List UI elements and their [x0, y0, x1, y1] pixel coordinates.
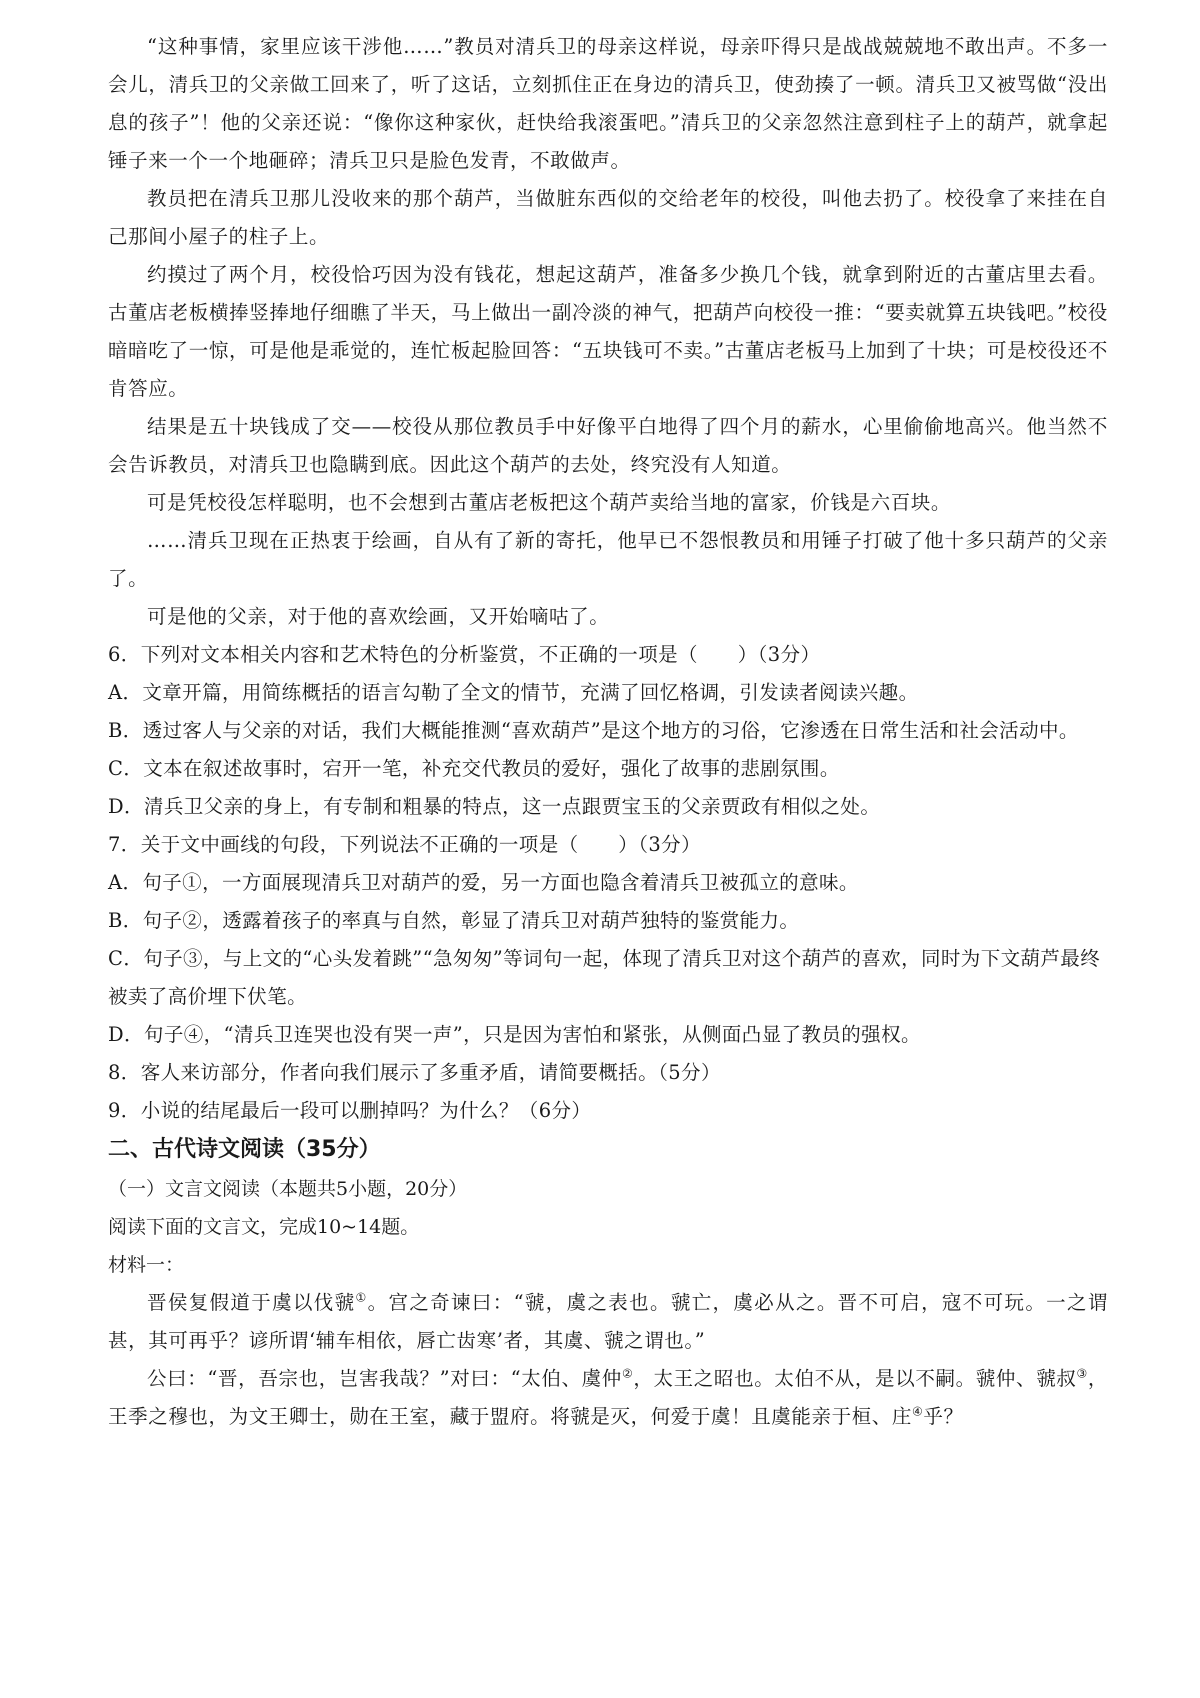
section-title: 二、古代诗文阅读（35分） — [108, 1137, 381, 1162]
footnote-marker: ④ — [912, 1404, 924, 1419]
material-label: 材料一： — [108, 1254, 185, 1276]
classical-text: 。宫之奇谏曰：“虢，虞之表也。虢亡，虞必从之。晋不可启，寇不可玩。一之谓甚，其可再乎？谚所谓‘辅车相依，唇亡齿寒’者，其虞、虢之谓也。” — [108, 1291, 1108, 1352]
question-6 — [108, 636, 1108, 826]
classical-text: ，太王之昭也。太伯不从，是以不嗣。虢仲、虢叔 — [633, 1367, 1077, 1390]
story-paragraph: 教员把在清兵卫那儿没收来的那个葫芦，当做脏东西似的交给老年的校役，叫他去扔了。校役拿了来挂在自己那间小屋子的柱子上。 — [108, 187, 1108, 248]
question-option: B．透过客人与父亲的对话，我们大概能推测“喜欢葫芦”是这个地方的习俗，它渗透在日常生活和社会活动中。 — [108, 719, 1079, 742]
question-option: C．句子③，与上文的“心头发着跳”“急匆匆”等词句一起，体现了清兵卫对这个葫芦的喜欢，同时为下文葫芦最终被卖了高价埋下伏笔。 — [108, 947, 1101, 1008]
story-paragraph: 可是他的父亲，对于他的喜欢绘画，又开始嘀咕了。 — [147, 605, 610, 628]
footnote-marker: ① — [355, 1290, 368, 1305]
question-stem: 7．关于文中画线的句段，下列说法不正确的一项是（ ）（3分） — [108, 833, 701, 856]
story-paragraph: 约摸过了两个月，校役恰巧因为没有钱花，想起这葫芦，准备多少换几个钱，就拿到附近的古董店里去看。古董店老板横捧竖捧地仔细瞧了半天，马上做出一副冷淡的神气，把葫芦向校役一推：“要卖就算五块钱吧。”校役暗暗吃了一惊，可是他是乖觉的，连忙板起脸回答：“五块钱可不卖。”古董店老板马上加到了十块；可是校役还不肯答应。 — [108, 263, 1108, 400]
story-excerpt — [108, 28, 1108, 636]
classical-text: ，王季之穆也，为文王卿士，勋在王室，藏于盟府。将虢是灭，何爱于虞！且虞能亲于桓、庄 — [108, 1367, 1108, 1428]
classical-paragraph — [108, 1360, 1108, 1436]
document-page — [108, 28, 1108, 1436]
question-option: C．文本在叙述故事时，宕开一笔，补充交代教员的爱好，强化了故事的悲剧氛围。 — [108, 757, 840, 780]
question-9-stem: 9．小说的结尾最后一段可以删掉吗？为什么？（6分） — [108, 1099, 592, 1122]
footnote-marker: ② — [621, 1366, 634, 1381]
question-option: B．句子②，透露着孩子的率真与自然，彰显了清兵卫对葫芦独特的鉴赏能力。 — [108, 909, 800, 932]
story-paragraph: 结果是五十块钱成了交——校役从那位教员手中好像平白地得了四个月的薪水，心里偷偷地高兴。他当然不会告诉教员，对清兵卫也隐瞒到底。因此这个葫芦的去处，终究没有人知道。 — [108, 415, 1108, 476]
question-option: A．句子①，一方面展现清兵卫对葫芦的爱，另一方面也隐含着清兵卫被孤立的意味。 — [108, 871, 859, 894]
question-8-stem: 8．客人来访部分，作者向我们展示了多重矛盾，请简要概括。（5分） — [108, 1061, 721, 1084]
question-option: A．文章开篇，用简练概括的语言勾勒了全文的情节，充满了回忆格调，引发读者阅读兴趣。 — [108, 681, 919, 704]
story-paragraph: “这种事情，家里应该干涉他……”教员对清兵卫的母亲这样说，母亲吓得只是战战兢兢地不敢出声。不多一会儿，清兵卫的父亲做工回来了，听了这话，立刻抓住正在身边的清兵卫，使劲揍了一顿。清兵卫又被骂做“没出息的孩子”！他的父亲还说：“像你这种家伙，赶快给我滚蛋吧。”清兵卫的父亲忽然注意到柱子上的葫芦，就拿起锤子来一个一个地砸碎；清兵卫只是脸色发青，不敢做声。 — [108, 35, 1108, 172]
classical-text: 乎？ — [923, 1405, 964, 1428]
footnote-marker: ③ — [1076, 1366, 1088, 1381]
subsection-title: （一）文言文阅读（本题共5小题，20分） — [108, 1178, 468, 1200]
question-option: D．清兵卫父亲的身上，有专制和粗暴的特点，这一点跟贾宝玉的父亲贾政有相似之处。 — [108, 795, 881, 818]
classical-text: 公曰：“晋，吾宗也，岂害我哉？”对曰：“太伯、虞仲 — [147, 1367, 622, 1390]
classical-paragraph — [108, 1284, 1108, 1360]
instruction-text: 阅读下面的文言文，完成10~14题。 — [108, 1216, 420, 1238]
question-7 — [108, 826, 1108, 1054]
classical-text: 晋侯复假道于虞以伐虢 — [147, 1291, 356, 1314]
story-paragraph: 可是凭校役怎样聪明，也不会想到古董店老板把这个葫芦卖给当地的富家，价钱是六百块。 — [147, 491, 952, 514]
story-paragraph: ……清兵卫现在正热衷于绘画，自从有了新的寄托，他早已不怨恨教员和用锤子打破了他十多只葫芦的父亲了。 — [108, 529, 1108, 590]
question-stem: 6．下列对文本相关内容和艺术特色的分析鉴赏，不正确的一项是（ ）（3分） — [108, 643, 821, 666]
question-option: D．句子④，“清兵卫连哭也没有哭一声”，只是因为害怕和紧张，从侧面凸显了教员的强权。 — [108, 1023, 921, 1046]
